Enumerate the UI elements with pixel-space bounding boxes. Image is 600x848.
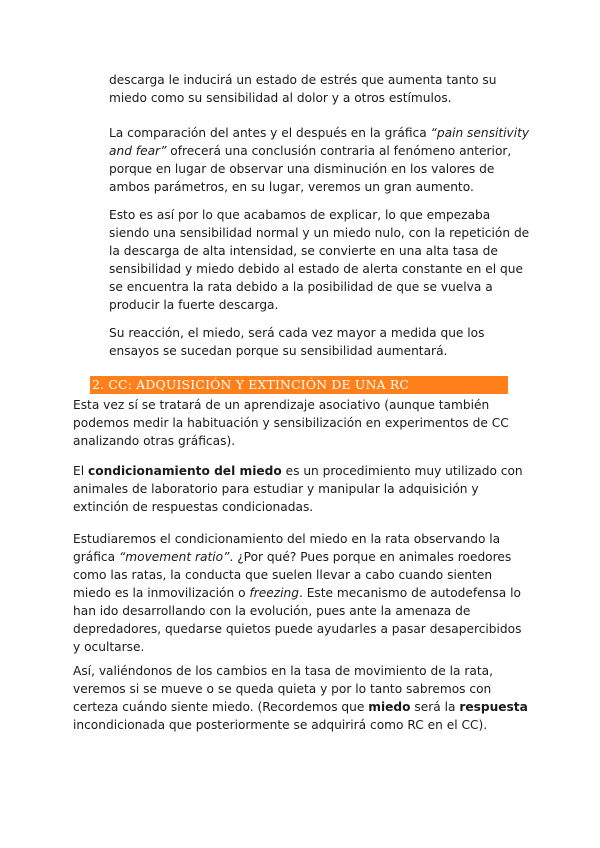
bold-term: miedo [368,700,411,714]
text-line [109,142,537,160]
text-line: ensayos se sucedan porque su sensibilidad aumentará. [109,344,448,358]
text-line: miedo como su sensibilidad al dolor y a otros estímulos. [109,91,452,105]
paragraph-explanation [109,206,537,314]
graph-name-italic: and fear” [109,144,167,158]
text-line: podemos medir la habituación y sensibilización en experimentos de CC [73,416,509,430]
text-line: animales de laboratorio para estudiar y manipular la adquisición y [73,482,479,496]
paragraph-movement-changes [73,662,535,734]
text-line: se encuentra la rata debido a la posibilidad de que se vuelva a [109,280,493,294]
text-line: producir la fuerte descarga. [109,298,279,312]
text-line: analizando otras gráficas). [73,434,236,448]
text-line [73,584,535,602]
text-line: siendo una sensibilidad normal y un miedo nulo, con la repetición de [109,226,530,240]
text-line: han ido desarrollando con la evolución, pues ante la amenaza de [73,604,471,618]
text-line: Estudiaremos el condicionamiento del miedo en la rata observando la [73,532,501,546]
text-span: La comparación del antes y el después en la gráfica [109,126,431,140]
text-line [73,698,535,716]
text-line: porque en lugar de observar una disminución en los valores de [109,162,495,176]
text-line: Esto es así por lo que acabamos de explicar, lo que empezaba [109,208,491,222]
paragraph-comparison [109,124,537,196]
text-line: Su reacción, el miedo, será cada vez mayor a medida que los [109,326,485,340]
paragraph-fear-conditioning [73,462,535,516]
text-line: depredadores, quedarse quietos puede ayudarles a pasar desapercibidos [73,622,522,636]
text-line: Esta vez sí se tratará de un aprendizaje asociativo (aunque también [73,398,490,412]
italic-term: freezing [249,586,299,600]
text-span: . ¿Por qué? Pues porque en animales roedores [229,550,512,564]
text-span: El [73,464,88,478]
paragraph-associative [73,396,535,450]
section-heading: 2. CC: ADQUISICIÓN Y EXTINCIÓN DE UNA RC [92,377,410,392]
paragraph-movement-ratio [73,530,535,656]
text-line: descarga le inducirá un estado de estrés que aumenta tanto su [109,73,497,87]
paragraph-stress [109,71,537,107]
text-span: . Este mecanismo de autodefensa lo [298,586,521,600]
text-line: ambos parámetros, en su lugar, veremos un gran aumento. [109,180,474,194]
graph-name-italic: “movement ratio” [118,550,230,564]
paragraph-reaction [109,324,537,360]
text-line: extinción de respuestas condicionadas. [73,500,314,514]
text-span: miedo es la inmovilización o [73,586,250,600]
text-span: será la [410,700,460,714]
text-line [73,548,535,566]
text-line: incondicionada que posteriormente se adquirirá como RC en el CC). [73,718,488,732]
text-span: ofrecerá una conclusión contraria al fenómeno anterior, [166,144,512,158]
text-span: gráfica [73,550,119,564]
bold-term: respuesta [459,700,528,714]
text-line: como las ratas, la conducta que suelen llevar a cabo cuando sienten [73,568,493,582]
text-line: y ocultarse. [73,640,145,654]
graph-name-italic: “pain sensitivity [430,126,530,140]
bold-term: condicionamiento del miedo [87,464,282,478]
text-span: es un procedimiento muy utilizado con [281,464,523,478]
text-line: veremos si se mueve o se queda quieta y por lo tanto sabremos con [73,682,492,696]
text-line: sensibilidad y miedo debido al estado de alerta constante en el que [109,262,524,276]
text-line [109,124,537,142]
text-line [73,462,535,480]
text-line: la descarga de alta intensidad, se convierte en una alta tasa de [109,244,498,258]
text-line: Así, valiéndonos de los cambios en la tasa de movimiento de la rata, [73,664,493,678]
text-span: certeza cuándo siente miedo. (Recordemos que [73,700,369,714]
